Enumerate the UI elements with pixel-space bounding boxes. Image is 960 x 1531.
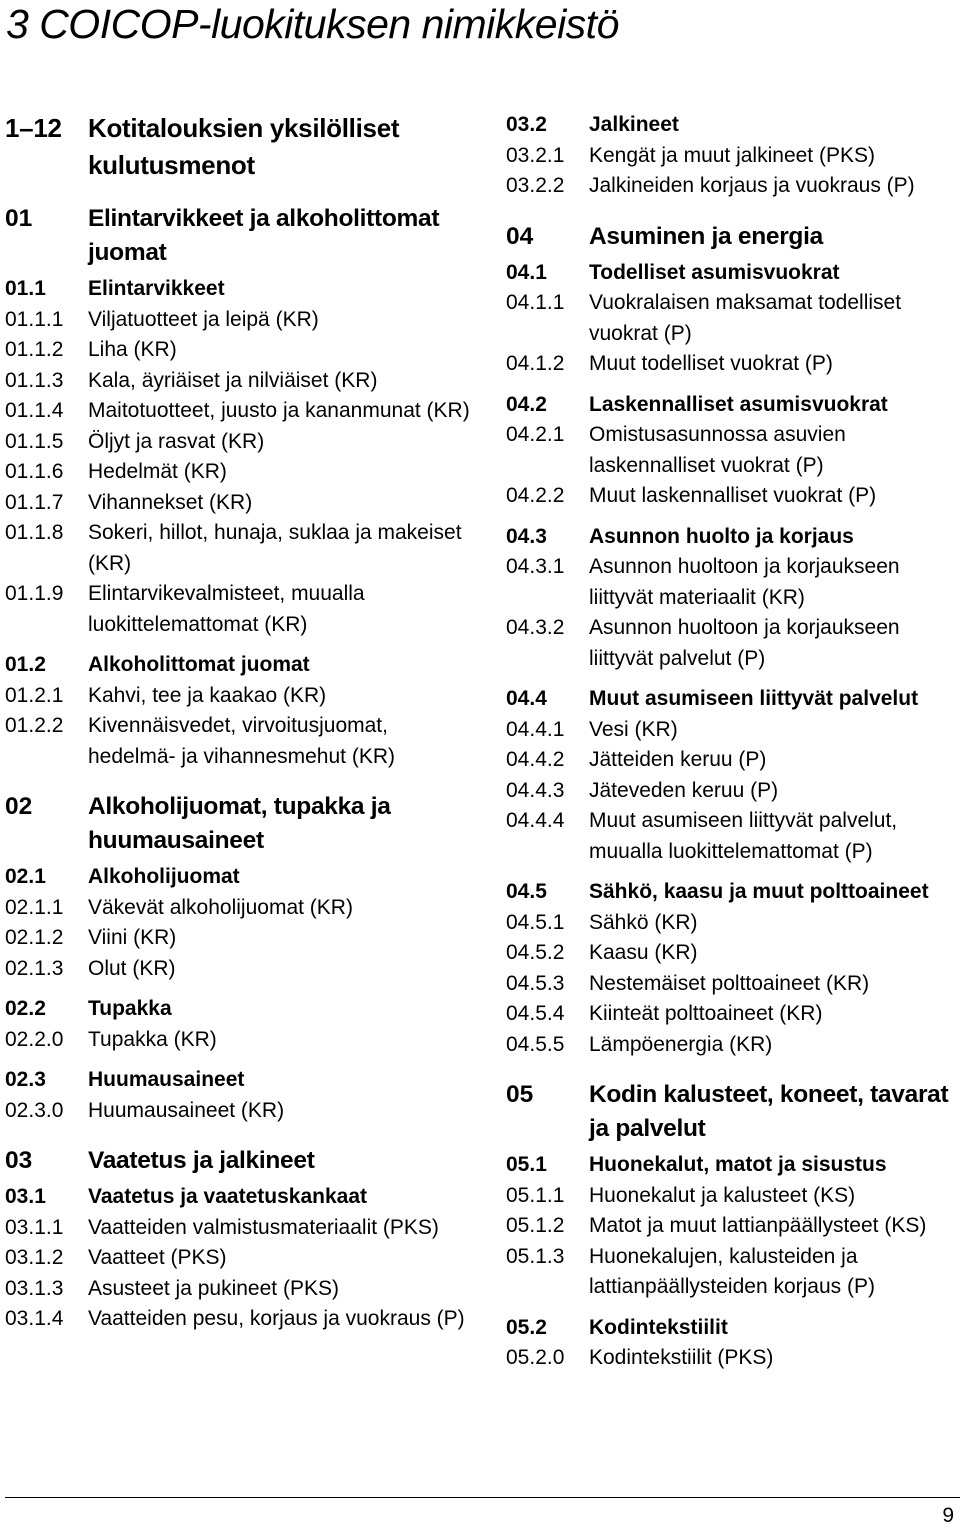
classification-code: 04.2: [506, 392, 547, 416]
classification-entry: [5, 681, 475, 712]
classification-label: Jäteveden keruu (P): [589, 778, 779, 802]
classification-entry: [506, 552, 956, 613]
classification-entry: [506, 141, 956, 172]
page-number: 9: [942, 1504, 954, 1527]
classification-label: Asuminen ja energia: [589, 222, 823, 250]
classification-label: Alkoholijuomat: [88, 865, 240, 888]
classification-code: 04.1: [506, 260, 547, 284]
classification-label: Nestemäiset polttoaineet (KR): [589, 971, 870, 995]
classification-code: 04.3.1: [506, 555, 565, 578]
classification-label: Elintarvikkeet ja alkoholittomat juomat: [88, 205, 440, 266]
classification-code: 1–12: [5, 113, 62, 143]
classification-code: 04.5.5: [506, 1032, 565, 1056]
classification-entry: [506, 1150, 956, 1181]
classification-label: Kodintekstiilit: [589, 1315, 728, 1339]
classification-label: Huumausaineet: [88, 1068, 245, 1091]
classification-code: 05.1.3: [506, 1244, 565, 1268]
classification-entry: [506, 1313, 956, 1344]
classification-entry: [506, 420, 956, 481]
classification-entry: [506, 877, 956, 908]
classification-label: Vuokralaisen maksamat todelliset vuokrat (P): [589, 291, 902, 345]
classification-code: 01.1.5: [5, 429, 64, 453]
classification-code: 02.1.1: [5, 895, 64, 919]
classification-entry: [506, 1242, 956, 1303]
classification-entry: [5, 893, 475, 924]
classification-entry: [5, 711, 475, 772]
page-title: 3 COICOP-luokituksen nimikkeistö: [6, 1, 619, 47]
classification-code: 03.2.2: [506, 174, 565, 197]
classification-entry: [5, 335, 475, 366]
classification-code: 04.4.1: [506, 717, 565, 741]
classification-code: 05: [506, 1081, 534, 1108]
classification-entry: [5, 305, 475, 336]
classification-entry: [506, 908, 956, 939]
classification-label: Sähkö (KR): [589, 910, 698, 934]
classification-label: Jalkineiden korjaus ja vuokraus (P): [589, 174, 915, 197]
classification-label: Kotitalouksien yksilölliset kulutusmenot: [88, 113, 400, 180]
classification-label: Muut todelliset vuokrat (P): [589, 352, 833, 375]
classification-entry: [5, 1243, 475, 1274]
classification-code: 02.2: [5, 997, 46, 1020]
classification-label: Maitotuotteet, juusto ja kananmunat (KR): [88, 399, 470, 422]
classification-entry: [506, 999, 956, 1030]
classification-entry: [5, 1025, 475, 1056]
classification-label: Asunnon huoltoon ja korjaukseen liittyvät materiaalit (KR): [589, 555, 900, 609]
classification-entry: [506, 220, 956, 254]
classification-code: 04.4.2: [506, 748, 565, 771]
classification-code: 05.2: [506, 1315, 547, 1339]
classification-code: 01.1.9: [5, 582, 64, 605]
classification-code: 04.1.2: [506, 352, 565, 375]
footer-divider: [5, 1497, 960, 1498]
classification-entry: [506, 969, 956, 1000]
classification-code: 05.1.2: [506, 1214, 565, 1237]
classification-label: Alkoholijuomat, tupakka ja huumausaineet: [88, 793, 391, 854]
classification-label: Huonekalujen, kalusteiden ja lattianpäällysteiden korjaus (P): [589, 1244, 875, 1298]
classification-entry: [5, 1065, 475, 1096]
classification-code: 04.3.2: [506, 616, 565, 639]
classification-entry: [5, 1182, 475, 1213]
classification-label: Todelliset asumisvuokrat: [589, 260, 840, 284]
classification-code: 03.1.1: [5, 1215, 64, 1239]
classification-entry: [506, 1030, 956, 1061]
classification-code: 01.1.7: [5, 490, 64, 514]
classification-label: Laskennalliset asumisvuokrat: [589, 392, 888, 416]
classification-code: 03.1: [5, 1185, 46, 1208]
classification-entry: [506, 806, 956, 867]
classification-label: Öljyt ja rasvat (KR): [88, 429, 265, 453]
classification-label: Asunnon huolto ja korjaus: [589, 524, 854, 548]
classification-label: Muut asumiseen liittyvät palvelut, muualla luokittelemattomat (P): [589, 809, 898, 863]
classification-code: 02.3: [5, 1068, 46, 1091]
classification-label: Viljatuotteet ja leipä (KR): [88, 307, 319, 331]
classification-entry: [506, 258, 956, 289]
classification-label: Kahvi, tee ja kaakao (KR): [88, 683, 327, 707]
classification-code: 03.2.1: [506, 143, 565, 167]
classification-code: 03.1.2: [5, 1246, 64, 1269]
classification-entry: [5, 650, 475, 681]
classification-entry: [506, 745, 956, 776]
classification-label: Kala, äyriäiset ja nilviäiset (KR): [88, 368, 378, 392]
classification-entry: [506, 715, 956, 746]
classification-code: 04.5.2: [506, 941, 565, 964]
classification-code: 05.2.0: [506, 1346, 565, 1369]
classification-entry: [506, 390, 956, 421]
classification-label: Kodintekstiilit (PKS): [589, 1346, 774, 1369]
classification-entry: [5, 790, 475, 858]
classification-entry: [5, 1274, 475, 1305]
classification-code: 03: [5, 1147, 33, 1174]
classification-entry: [5, 396, 475, 427]
classification-code: 04.2.2: [506, 484, 565, 507]
classification-entry: [5, 1213, 475, 1244]
classification-code: 01.2.2: [5, 714, 64, 737]
classification-code: 02: [5, 793, 33, 820]
classification-code: 02.1.3: [5, 956, 64, 980]
classification-code: 05.1: [506, 1153, 547, 1176]
classification-code: 04.3: [506, 524, 547, 548]
classification-code: 04.5.4: [506, 1002, 565, 1025]
classification-label: Sähkö, kaasu ja muut polttoaineet: [589, 880, 929, 903]
classification-entry: [5, 518, 475, 579]
classification-label: Vaatteiden pesu, korjaus ja vuokraus (P): [88, 1307, 465, 1330]
classification-code: 04.4: [506, 687, 547, 710]
classification-label: Matot ja muut lattianpäällysteet (KS): [589, 1214, 927, 1237]
classification-label: Jätteiden keruu (P): [589, 748, 767, 771]
classification-label: Muut asumiseen liittyvät palvelut: [589, 687, 919, 710]
left-column: [5, 110, 475, 1335]
classification-code: 02.1.2: [5, 926, 64, 949]
classification-entry: [506, 110, 956, 141]
classification-label: Muut laskennalliset vuokrat (P): [589, 484, 877, 507]
classification-entry: [506, 1343, 956, 1374]
classification-code: 02.2.0: [5, 1027, 64, 1051]
classification-entry: [5, 274, 475, 305]
classification-code: 01.1.6: [5, 460, 64, 483]
classification-code: 01.1.1: [5, 307, 64, 331]
classification-label: Kaasu (KR): [589, 941, 698, 964]
classification-entry: [5, 579, 475, 640]
classification-label: Hedelmät (KR): [88, 460, 227, 483]
classification-code: 02.3.0: [5, 1098, 64, 1122]
classification-entry: [5, 954, 475, 985]
classification-code: 01: [5, 205, 33, 232]
classification-code: 03.1.4: [5, 1307, 64, 1330]
classification-label: Vaatteiden valmistusmateriaalit (PKS): [88, 1215, 439, 1239]
classification-entry: [506, 1181, 956, 1212]
classification-label: Elintarvikkeet: [88, 277, 225, 300]
classification-label: Kivennäisvedet, virvoitusjuomat, hedelmä- ja vihannesmehut (KR): [88, 714, 395, 768]
classification-entry: [5, 427, 475, 458]
classification-label: Lämpöenergia (KR): [589, 1032, 773, 1056]
classification-code: 03.2: [506, 113, 547, 136]
classification-entry: [5, 1096, 475, 1127]
classification-code: 01.2.1: [5, 683, 64, 707]
classification-entry: [5, 923, 475, 954]
classification-entry: [506, 522, 956, 553]
classification-label: Jalkineet: [589, 113, 679, 136]
classification-label: Tupakka: [88, 997, 172, 1020]
classification-entry: [5, 1304, 475, 1335]
classification-label: Vaatteet (PKS): [88, 1246, 227, 1269]
classification-code: 01.1.3: [5, 368, 64, 392]
classification-label: Vesi (KR): [589, 717, 678, 741]
classification-entry: [506, 1078, 956, 1146]
classification-entry: [506, 613, 956, 674]
classification-label: Alkoholittomat juomat: [88, 653, 310, 676]
classification-label: Huonekalut, matot ja sisustus: [589, 1153, 887, 1176]
classification-entry: [5, 1144, 475, 1178]
classification-entry: [5, 994, 475, 1025]
classification-entry: [506, 288, 956, 349]
classification-label: Sokeri, hillot, hunaja, suklaa ja makeiset (KR): [88, 521, 462, 575]
classification-label: Omistusasunnossa asuvien laskennalliset vuokrat (P): [589, 423, 846, 477]
classification-label: Asunnon huoltoon ja korjaukseen liittyvät palvelut (P): [589, 616, 900, 670]
classification-label: Liha (KR): [88, 338, 177, 361]
classification-entry: [506, 776, 956, 807]
classification-entry: [5, 488, 475, 519]
classification-label: Kengät ja muut jalkineet (PKS): [589, 143, 875, 167]
classification-label: Huumausaineet (KR): [88, 1098, 285, 1122]
classification-label: Huonekalut ja kalusteet (KS): [589, 1183, 856, 1207]
classification-code: 05.1.1: [506, 1183, 565, 1207]
right-column: [506, 110, 956, 1374]
classification-label: Tupakka (KR): [88, 1027, 217, 1051]
classification-code: 04.1.1: [506, 291, 565, 314]
classification-label: Elintarvikevalmisteet, muualla luokittelemattomat (KR): [88, 582, 365, 636]
classification-label: Vaatetus ja jalkineet: [88, 1147, 315, 1174]
classification-code: 04.4.3: [506, 778, 565, 802]
classification-entry: [5, 862, 475, 893]
classification-entry: [506, 1211, 956, 1242]
classification-entry: [506, 938, 956, 969]
classification-label: Asusteet ja pukineet (PKS): [88, 1276, 339, 1300]
classification-code: 01.1.8: [5, 521, 64, 544]
classification-label: Olut (KR): [88, 956, 176, 980]
classification-code: 04.5.1: [506, 910, 565, 934]
classification-code: 04: [506, 222, 534, 250]
classification-code: 04.5: [506, 880, 547, 903]
classification-code: 03.1.3: [5, 1276, 64, 1300]
classification-label: Kiinteät polttoaineet (KR): [589, 1002, 823, 1025]
classification-label: Vaatetus ja vaatetuskankaat: [88, 1185, 367, 1208]
classification-code: 04.4.4: [506, 809, 565, 832]
classification-entry: [506, 481, 956, 512]
classification-code: 04.2.1: [506, 423, 565, 446]
classification-entry: [5, 366, 475, 397]
classification-code: 01.2: [5, 653, 46, 676]
classification-entry: [5, 457, 475, 488]
classification-entry: [506, 171, 956, 202]
classification-label: Väkevät alkoholijuomat (KR): [88, 895, 353, 919]
classification-code: 02.1: [5, 865, 46, 888]
classification-entry: [5, 110, 475, 184]
classification-label: Kodin kalusteet, koneet, tavarat ja palvelut: [589, 1081, 949, 1142]
classification-code: 04.5.3: [506, 971, 565, 995]
classification-code: 01.1.4: [5, 399, 64, 422]
classification-entry: [506, 684, 956, 715]
classification-code: 01.1.2: [5, 338, 64, 361]
classification-label: Vihannekset (KR): [88, 490, 253, 514]
classification-entry: [5, 202, 475, 270]
classification-code: 01.1: [5, 277, 46, 300]
classification-entry: [506, 349, 956, 380]
classification-label: Viini (KR): [88, 926, 177, 949]
